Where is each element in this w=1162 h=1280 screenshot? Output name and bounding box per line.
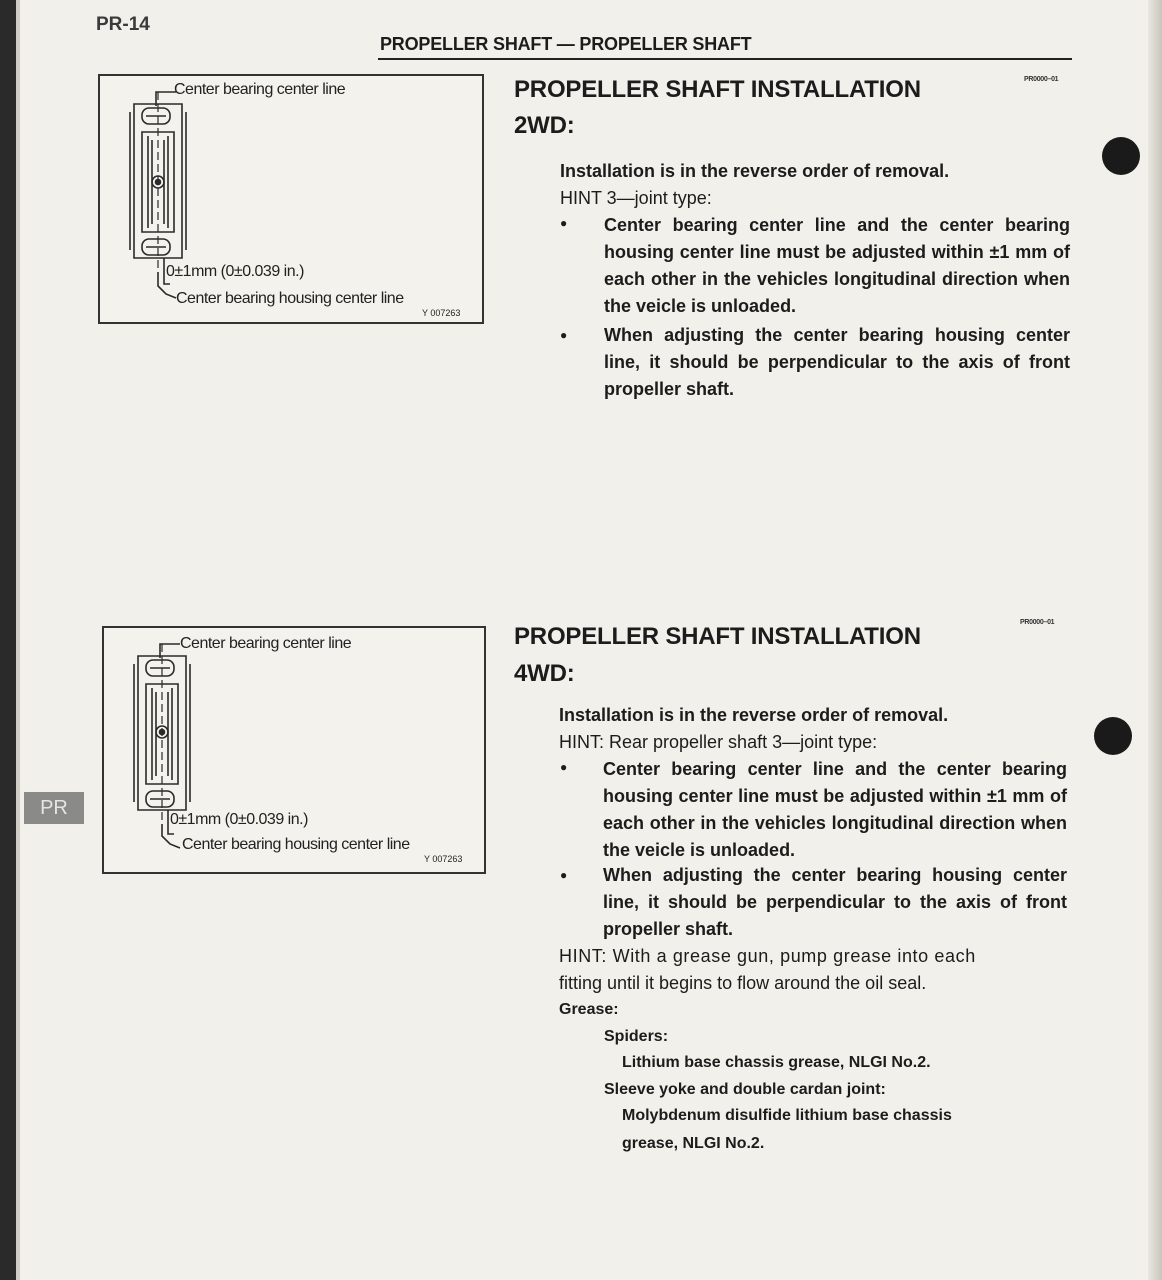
binding-edge (16, 0, 20, 1280)
bullet-icon: ● (560, 216, 568, 230)
sleeve-value-line2: grease, NLGI No.2. (622, 1135, 765, 1152)
figure-code: Y 007263 (422, 308, 461, 318)
section-code-2wd: PR0000–01 (1024, 76, 1059, 83)
bullet-icon: ● (560, 328, 568, 342)
bullet-icon: ● (560, 760, 568, 774)
section-title-4wd: PROPELLER SHAFT INSTALLATION (514, 623, 921, 650)
sleeve-value-line1: Molybdenum disulfide lithium base chassis (622, 1107, 952, 1124)
spiders-label: Spiders: (604, 1028, 669, 1045)
section-subtitle-4wd: 4WD: (514, 660, 575, 687)
label-center-bearing-housing-center-line: Center bearing housing center line (176, 290, 404, 307)
bullet-text-2wd-2: When adjusting the center bearing housing center line, it should be perpendicular to the axis of front propeller shaft. (604, 325, 1070, 399)
binder-hole (1094, 717, 1132, 755)
bullet-text-4wd-1: Center bearing center line and the center bearing housing center line must be adjusted within ±1 mm of each other in the vehicles longitudinal direction when the veicle is unloaded. (603, 759, 1067, 860)
page-number: PR-14 (96, 14, 150, 35)
grease-label: Grease: (559, 1001, 619, 1018)
figure-code: Y 007263 (424, 854, 463, 864)
spiders-value: Lithium base chassis grease, NLGI No.2. (622, 1054, 931, 1071)
label-tolerance: 0±1mm (0±0.039 in.) (166, 263, 304, 280)
section-title-2wd: PROPELLER SHAFT INSTALLATION (514, 76, 921, 103)
section-code-4wd: PR0000–01 (1020, 619, 1055, 626)
bullet-text-2wd-1: Center bearing center line and the center bearing housing center line must be adjusted within ±1 mm of each other in the vehicles longitudinal direction when the veicle is unloaded. (604, 215, 1070, 316)
hint-2wd: HINT 3—joint type: (560, 188, 712, 208)
header-rule (378, 58, 1072, 60)
hint2-line1: HINT: With a grease gun, pump grease into each (559, 946, 976, 966)
intro-4wd: Installation is in the reverse order of removal. (559, 705, 949, 725)
label-tolerance: 0±1mm (0±0.039 in.) (170, 811, 308, 828)
label-center-bearing-center-line: Center bearing center line (180, 635, 352, 652)
label-center-bearing-housing-center-line: Center bearing housing center line (182, 836, 410, 853)
book-binding (0, 0, 16, 1280)
figure-4wd (102, 626, 486, 874)
sleeve-label: Sleeve yoke and double cardan joint: (604, 1081, 886, 1098)
binder-hole (1102, 137, 1140, 175)
running-head: PROPELLER SHAFT — PROPELLER SHAFT (380, 34, 752, 54)
figure-2wd (98, 74, 484, 324)
page-edge-shadow (1148, 0, 1162, 1280)
section-tab-pr: PR (24, 792, 84, 824)
hint-4wd: HINT: Rear propeller shaft 3—joint type: (559, 732, 878, 752)
center-bearing-diagram-2wd (100, 76, 482, 322)
hint2-line2: fitting until it begins to flow around the oil seal. (559, 973, 927, 993)
bullet-icon: ● (560, 868, 568, 882)
section-subtitle-2wd: 2WD: (514, 112, 575, 139)
bullet-text-4wd-2: When adjusting the center bearing housing center line, it should be perpendicular to the axis of front propeller shaft. (603, 865, 1067, 939)
label-center-bearing-center-line: Center bearing center line (174, 81, 346, 98)
intro-2wd: Installation is in the reverse order of removal. (560, 161, 950, 181)
